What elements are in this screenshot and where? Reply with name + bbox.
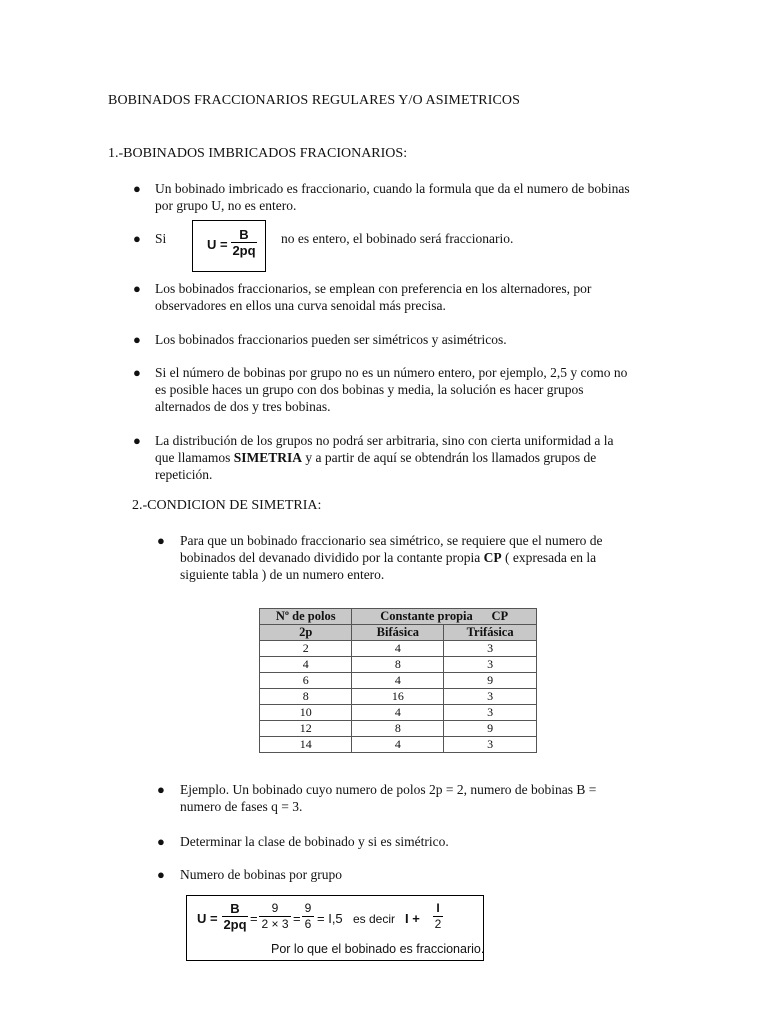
bullet-icon: ● [133,231,141,246]
table-cell: 4 [352,641,444,657]
table-row [260,721,537,737]
table-cell: 6 [260,673,352,689]
formula-note: Por lo que el bobinado es fraccionario. [271,942,485,956]
bullet-icon: ● [157,867,165,882]
table-cell: 8 [352,657,444,673]
table-header-row [260,609,537,625]
si-label: Si [155,231,167,246]
table-subheader-row [260,625,537,641]
table-cell: 12 [260,721,352,737]
table-row [260,657,537,673]
bullet-icon: ● [133,181,141,196]
table-cell: 9 [444,673,537,689]
header-constant: Constante propia CP [352,609,537,625]
bullet-icon: ● [133,365,141,380]
fraction-9-6: 9 6 [302,901,314,932]
paragraph-symmetric-asymmetric: Los bobinados fraccionarios pueden ser simétricos y asimétricos. [155,332,507,347]
bullet-icon: ● [157,782,165,797]
paragraph-coils-per-group: Numero de bobinas por grupo [180,867,342,882]
header-2p: 2p [260,625,352,641]
paragraph-alternated-groups: Si el número de bobinas por grupo no es un número entero, por ejemplo, 2,5 y como no es posible haces un grupo con dos bobinas y media, la solución es hacer grupos alternados de dos y tres bobinas. [155,365,628,414]
header-trifasica: Trifásica [444,625,537,641]
table-cell: 2 [260,641,352,657]
table-cell: 4 [352,673,444,689]
table-cell: 4 [352,737,444,753]
formula-box-calculation: U = B 2pq = 9 2 × 3 = 9 6 = I,5 es decir I + I 2 Por lo que el bobinado es fraccionario. [186,895,484,961]
table-cell: 8 [352,721,444,737]
header-poles: Nº de polos [260,609,352,625]
table-row [260,705,537,721]
table-cell: 14 [260,737,352,753]
paragraph-not-integer: no es entero, el bobinado será fraccionario. [281,231,514,246]
bullet-icon: ● [133,281,141,296]
fraction-9-2x3: 9 2 × 3 [259,901,291,932]
fraction-b-2pq: B 2pq [223,901,247,932]
paragraph-symmetry: La distribución de los grupos no podrá ser arbitraria, sino con cierta uniformidad a la que llamamos SIMETRIA y a partir de aquí se obtendrán los llamados grupos de repetición. [155,433,614,482]
formula-fraction: B 2pq [232,227,256,258]
table-cell: 4 [260,657,352,673]
table-cell: 3 [444,737,537,753]
paragraph-symmetry-condition: Para que un bobinado fraccionario sea simétrico, se requiere que el numero de bobinados del devanado dividido por la contante propia CP ( expresada en la siguiente tabla ) de un numero entero. [180,533,603,582]
table-cell: 3 [444,705,537,721]
table-cell: 10 [260,705,352,721]
table-cell: 9 [444,721,537,737]
paragraph-example: Ejemplo. Un bobinado cuyo numero de polos 2p = 2, numero de bobinas B = numero de fases q = 3. [180,782,597,814]
bullet-icon: ● [157,533,165,548]
table-cell: 3 [444,641,537,657]
table-cell: 3 [444,689,537,705]
table-cell: 4 [352,705,444,721]
page-title: BOBINADOS FRACCIONARIOS REGULARES Y/O ASIMETRICOS [108,93,520,108]
paragraph-alternators: Los bobinados fraccionarios, se emplean con preferencia en los alternadores, por observadores en ellos una curva senoidal más precisa. [155,281,592,313]
paragraph-fractional-definition: Un bobinado imbricado es fraccionario, cuando la formula que da el numero de bobinas por grupo U, no es entero. [155,181,630,213]
table-row [260,673,537,689]
table-cell: 16 [352,689,444,705]
paragraph-determine: Determinar la clase de bobinado y si es simétrico. [180,834,449,849]
table-row [260,641,537,657]
cp-table [259,608,537,753]
bullet-icon: ● [133,332,141,347]
header-bifasica: Bifásica [352,625,444,641]
formula-box-u: U = B 2pq [192,220,266,272]
table-row [260,689,537,705]
section-1-heading: 1.-BOBINADOS IMBRICADOS FRACIONARIOS: [108,146,408,161]
table-cell: 8 [260,689,352,705]
section-2-heading: 2.-CONDICION DE SIMETRIA: [132,498,322,513]
bullet-icon: ● [157,834,165,849]
bullet-icon: ● [133,433,141,448]
fraction-1-2: I 2 [434,901,442,931]
table-cell: 3 [444,657,537,673]
table-row [260,737,537,753]
